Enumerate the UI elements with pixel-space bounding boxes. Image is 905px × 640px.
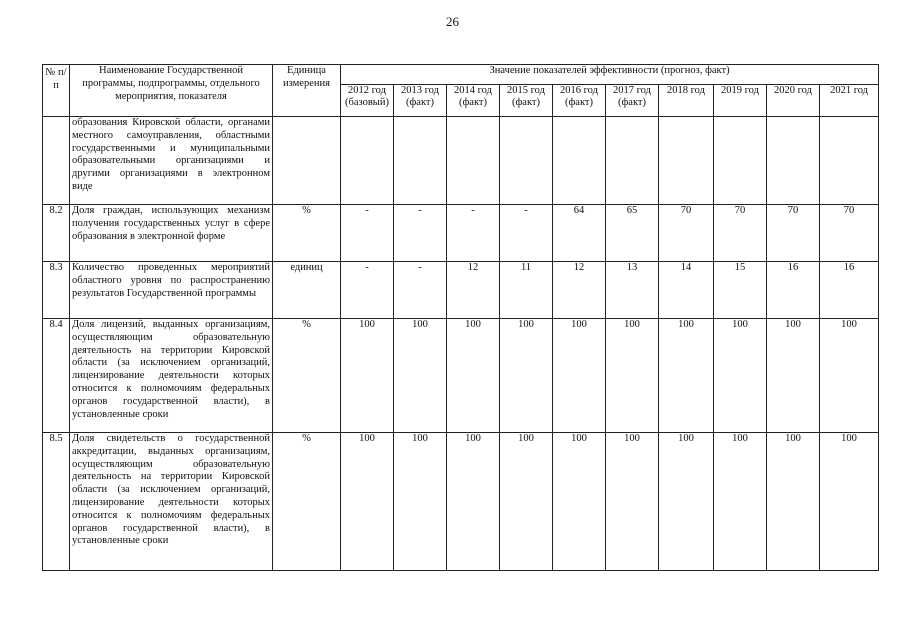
year-note: (базовый): [345, 97, 389, 108]
row-value: 100: [767, 319, 820, 433]
row-value: 100: [341, 433, 394, 571]
row-value: 14: [659, 262, 714, 319]
row-value: 70: [659, 205, 714, 262]
row-value: 15: [714, 262, 767, 319]
row-value: 70: [767, 205, 820, 262]
year-label: 2016 год: [560, 85, 598, 96]
year-note: (факт): [617, 97, 646, 108]
header-year: [714, 85, 767, 117]
year-label: 2015 год: [507, 85, 545, 96]
year-label: 2014 год: [454, 85, 492, 96]
table-row: [43, 319, 879, 433]
row-value: [553, 117, 606, 205]
row-value: 100: [341, 319, 394, 433]
row-value: 100: [659, 433, 714, 571]
row-value: 100: [820, 433, 879, 571]
row-value: [500, 117, 553, 205]
year-note: (факт): [405, 97, 434, 108]
row-value: 100: [820, 319, 879, 433]
row-value: 100: [447, 319, 500, 433]
page-number: 26: [446, 14, 459, 29]
header-year: [767, 85, 820, 117]
header-year: [500, 85, 553, 117]
row-value: 100: [606, 433, 659, 571]
row-unit: %: [273, 205, 341, 262]
row-value: -: [394, 205, 447, 262]
header-year: [659, 85, 714, 117]
row-value: [659, 117, 714, 205]
row-value: 16: [767, 262, 820, 319]
row-value: [394, 117, 447, 205]
row-value: [447, 117, 500, 205]
row-number: 8.2: [43, 205, 70, 262]
header-year: [341, 85, 394, 117]
row-value: 100: [553, 319, 606, 433]
row-value: 70: [820, 205, 879, 262]
header-year: [447, 85, 500, 117]
header-year: [606, 85, 659, 117]
row-value: 64: [553, 205, 606, 262]
row-name: Количество проведенных мероприятий областного уровня по распространению результатов Государственной программы: [70, 262, 273, 319]
row-value: 12: [553, 262, 606, 319]
row-value: 100: [500, 319, 553, 433]
year-note: (факт): [511, 97, 540, 108]
row-value: 13: [606, 262, 659, 319]
indicators-table: [42, 64, 879, 571]
row-value: -: [341, 262, 394, 319]
row-value: 11: [500, 262, 553, 319]
row-value: 100: [659, 319, 714, 433]
row-unit: %: [273, 433, 341, 571]
row-value: 100: [714, 433, 767, 571]
header-year: [820, 85, 879, 117]
year-label: 2017 год: [613, 85, 651, 96]
row-value: [820, 117, 879, 205]
row-name: Доля лицензий, выданных организациям, осуществляющим образовательную деятельность на территории Кировской области (за исключением организаций, лицензирование деятельности которых относится к полномочиям федеральных органов государственной власти), в установленные сроки: [70, 319, 273, 433]
header-values: Значение показателей эффективности (прогноз, факт): [341, 65, 879, 85]
row-number: 8.3: [43, 262, 70, 319]
row-value: -: [394, 262, 447, 319]
year-label: 2021 год: [830, 85, 869, 96]
row-value: 12: [447, 262, 500, 319]
row-value: 100: [714, 319, 767, 433]
row-value: 100: [394, 433, 447, 571]
row-value: -: [447, 205, 500, 262]
year-label: 2018 год: [667, 85, 705, 96]
row-name: образования Кировской области, органами местного самоуправления, областными государственными и муниципальными образовательными организациями и другими организациями в электронном виде: [70, 117, 273, 205]
row-value: [714, 117, 767, 205]
table-row: [43, 262, 879, 319]
header-year: [394, 85, 447, 117]
row-value: -: [341, 205, 394, 262]
year-label: 2020 год: [774, 85, 812, 96]
table-row: [43, 117, 879, 205]
header-unit: Единица измерения: [273, 65, 341, 117]
row-name: Доля граждан, использующих механизм получения государственных услуг в сфере образования в электронной форме: [70, 205, 273, 262]
row-value: 100: [500, 433, 553, 571]
row-unit: единиц: [273, 262, 341, 319]
row-name: Доля свидетельств о государственной аккредитации, выданных организациям, осуществляющим образовательную деятельность на территории Кировской области (за исключением организаций, лицензирование деятельности которых относится к полномочиям федеральных органов государственной власти), в установленные сроки: [70, 433, 273, 571]
row-value: 65: [606, 205, 659, 262]
row-unit: [273, 117, 341, 205]
year-label: 2019 год: [721, 85, 759, 96]
row-value: 70: [714, 205, 767, 262]
row-value: [606, 117, 659, 205]
year-note: (факт): [564, 97, 593, 108]
row-value: [767, 117, 820, 205]
row-value: 100: [606, 319, 659, 433]
row-value: [341, 117, 394, 205]
header-name: Наименование Государственной программы, подпрограммы, отдельного мероприятия, показателя: [70, 65, 273, 117]
row-unit: %: [273, 319, 341, 433]
header-number: № п/п: [43, 65, 70, 117]
year-label: 2013 год: [401, 85, 439, 96]
row-value: 100: [394, 319, 447, 433]
year-label: 2012 год: [348, 85, 386, 96]
row-value: 100: [553, 433, 606, 571]
row-value: 100: [767, 433, 820, 571]
row-value: -: [500, 205, 553, 262]
row-value: 100: [447, 433, 500, 571]
year-note: (факт): [458, 97, 487, 108]
header-year: [553, 85, 606, 117]
row-value: 16: [820, 262, 879, 319]
row-number: 8.4: [43, 319, 70, 433]
table-row: [43, 433, 879, 571]
table-row: [43, 205, 879, 262]
row-number: 8.5: [43, 433, 70, 571]
row-number: [43, 117, 70, 205]
